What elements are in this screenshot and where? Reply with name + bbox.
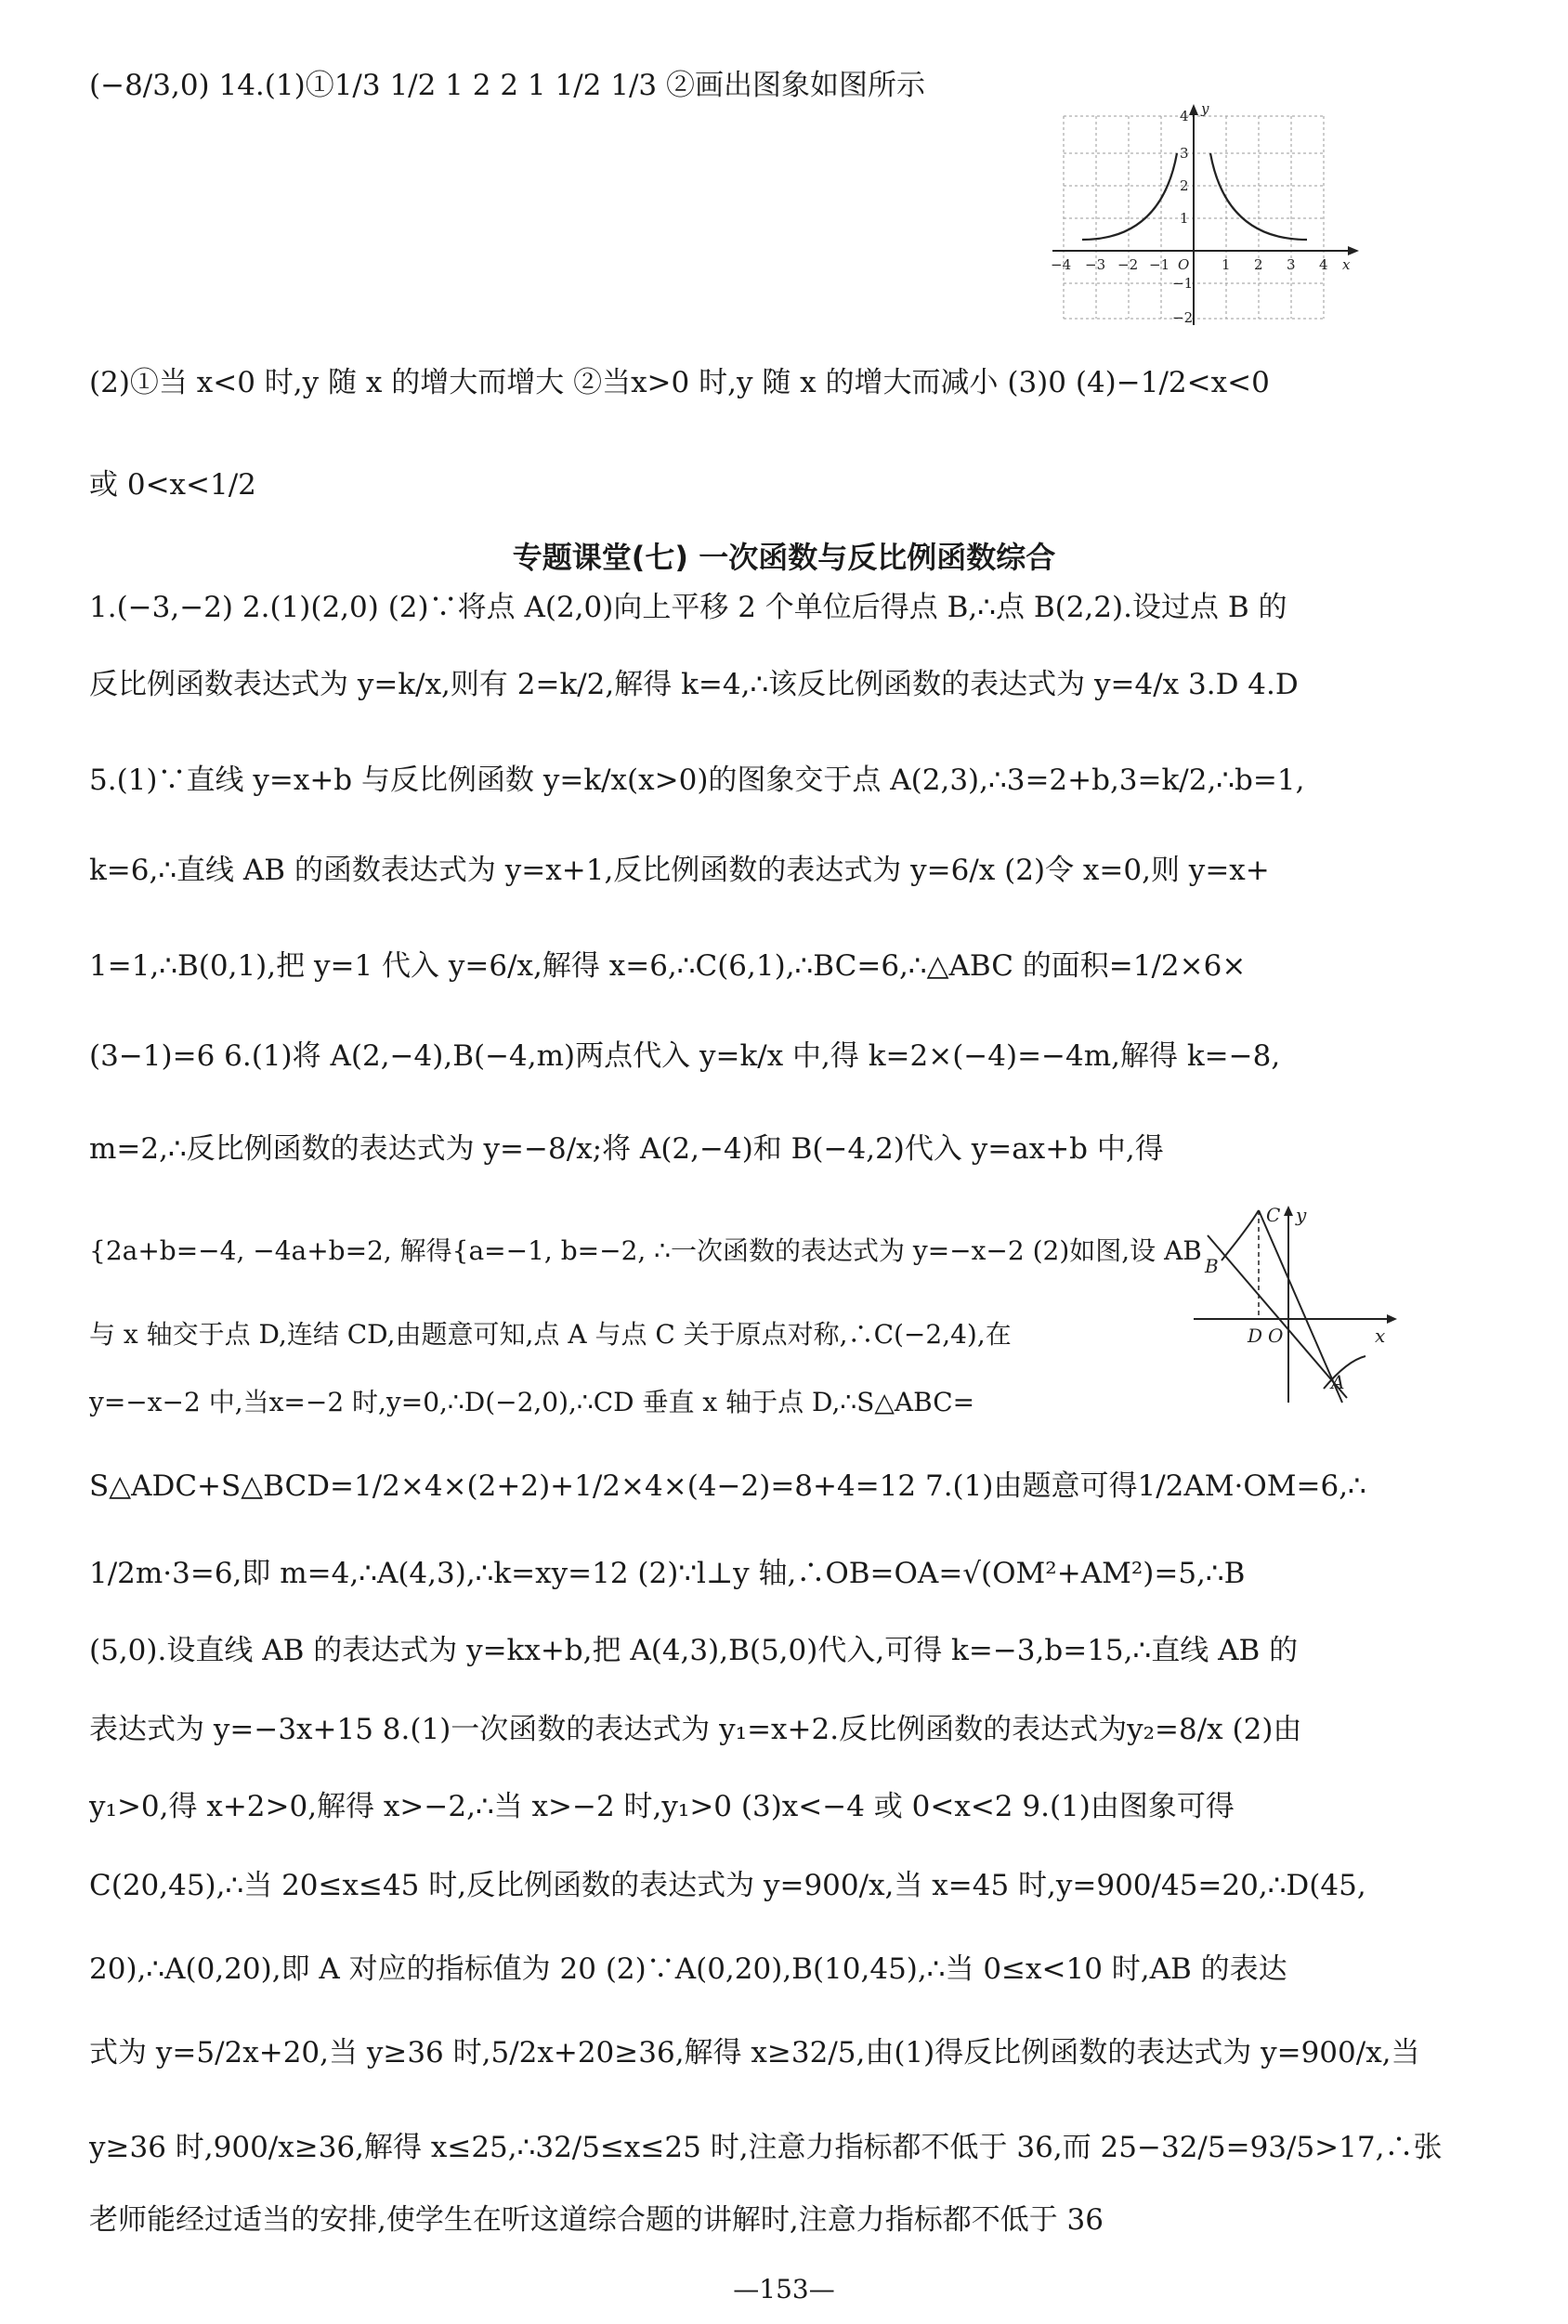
y-tick: 4 xyxy=(1180,108,1189,124)
origin-label: O xyxy=(1268,1325,1284,1347)
text-line-6: 5.(1)∵直线 y=x+b 与反比例函数 y=k/x(x>0)的图象交于点 A(2,3),∴3=2+b,3=k/2,∴b=1, xyxy=(89,764,1305,797)
point-b-label: B xyxy=(1205,1255,1219,1277)
x-tick: 4 xyxy=(1319,256,1328,273)
x-tick: −3 xyxy=(1085,256,1106,273)
y-axis-label: y xyxy=(1201,102,1209,117)
y-tick: 2 xyxy=(1180,177,1189,194)
point-a-label: A xyxy=(1331,1371,1345,1393)
y-tick: 3 xyxy=(1180,145,1189,162)
text-line-5: 反比例函数表达式为 y=k/x,则有 2=k/2,解得 k=4,∴该反比例函数的表达式为 y=4/x 3.D 4.D xyxy=(89,668,1299,701)
text-line-11: {2a+b=−4, −4a+b=2, 解得{a=−1, b=−2, ∴一次函数的表达式为 y=−x−2 (2)如图,设 AB xyxy=(89,1235,1202,1266)
text-line-23: 老师能经过适当的安排,使学生在听这道综合题的讲解时,注意力指标都不低于 36 xyxy=(89,2203,1104,2237)
text-line-17: 表达式为 y=−3x+15 8.(1)一次函数的表达式为 y₁=x+2.反比例函数的表达式为y₂=8/x (2)由 xyxy=(89,1713,1302,1746)
y-tick: −2 xyxy=(1172,309,1194,326)
section-title: 专题课堂(七) 一次函数与反比例函数综合 xyxy=(512,540,1056,575)
x-tick: 3 xyxy=(1287,256,1296,273)
text-line-21: 式为 y=5/2x+20,当 y≥36 时,5/2x+20≥36,解得 x≥32/5,由(1)得反比例函数的表达式为 y=900/x,当 xyxy=(89,2036,1420,2069)
reciprocal-square-graph xyxy=(1045,102,1365,330)
text-line-20: 20),∴A(0,20),即 A 对应的指标值为 20 (2)∵A(0,20),B(10,45),∴当 0≤x<10 时,AB 的表达 xyxy=(89,1952,1287,1986)
text-line-2: (2)①当 x<0 时,y 随 x 的增大而增大 ②当x>0 时,y 随 x 的增大而减小 (3)0 (4)−1/2<x<0 xyxy=(89,366,1270,399)
text-line-18: y₁>0,得 x+2>0,解得 x>−2,∴当 x>−2 时,y₁>0 (3)x<−4 或 0<x<2 9.(1)由图象可得 xyxy=(89,1790,1235,1823)
x-tick: −1 xyxy=(1149,256,1170,273)
text-line-16: (5,0).设直线 AB 的表达式为 y=kx+b,把 A(4,3),B(5,0)代入,可得 k=−3,b=15,∴直线 AB 的 xyxy=(89,1634,1299,1667)
text-line-3: 或 0<x<1/2 xyxy=(89,468,256,502)
x-tick: 2 xyxy=(1254,256,1263,273)
line-hyperbola-graph xyxy=(1184,1203,1398,1407)
x-axis-label: x xyxy=(1375,1325,1386,1347)
text-line-10: m=2,∴反比例函数的表达式为 y=−8/x;将 A(2,−4)和 B(−4,2)代入 y=ax+b 中,得 xyxy=(89,1132,1164,1166)
text-line-22: y≥36 时,900/x≥36,解得 x≤25,∴32/5≤x≤25 时,注意力指标都不低于 36,而 25−32/5=93/5>17,∴张 xyxy=(89,2131,1443,2164)
text-line-12: 与 x 轴交于点 D,连结 CD,由题意可知,点 A 与点 C 关于原点对称,∴C(−2,4),在 xyxy=(89,1319,1012,1350)
text-line-13: y=−x−2 中,当x=−2 时,y=0,∴D(−2,0),∴CD 垂直 x 轴于点 D,∴S△ABC= xyxy=(89,1387,975,1417)
text-line-19: C(20,45),∴当 20≤x≤45 时,反比例函数的表达式为 y=900/x,当 x=45 时,y=900/45=20,∴D(45, xyxy=(89,1869,1366,1902)
text-line-1: (−8/3,0) 14.(1)①1/3 1/2 1 2 2 1 1/2 1/3 ②画出图象如图所示 xyxy=(89,69,925,102)
page-number: —153— xyxy=(733,2274,835,2304)
text-line-9: (3−1)=6 6.(1)将 A(2,−4),B(−4,m)两点代入 y=k/x 中,得 k=2×(−4)=−4m,解得 k=−8, xyxy=(89,1039,1281,1073)
text-line-14: S△ADC+S△BCD=1/2×4×(2+2)+1/2×4×(4−2)=8+4=12 7.(1)由题意可得1/2AM·OM=6,∴ xyxy=(89,1469,1366,1503)
y-tick: 1 xyxy=(1180,210,1189,227)
text-line-8: 1=1,∴B(0,1),把 y=1 代入 y=6/x,解得 x=6,∴C(6,1),∴BC=6,∴△ABC 的面积=1/2×6× xyxy=(89,949,1247,983)
x-tick: −4 xyxy=(1051,256,1072,273)
y-tick: −1 xyxy=(1172,275,1194,292)
x-axis-label: x xyxy=(1342,256,1351,273)
y-axis-label: y xyxy=(1296,1204,1307,1226)
text-line-4: 1.(−3,−2) 2.(1)(2,0) (2)∵将点 A(2,0)向上平移 2 个单位后得点 B,∴点 B(2,2).设过点 B 的 xyxy=(89,591,1287,624)
point-d-label: D xyxy=(1248,1325,1263,1347)
origin-label: O xyxy=(1178,256,1190,273)
point-c-label: C xyxy=(1266,1204,1281,1226)
text-line-7: k=6,∴直线 AB 的函数表达式为 y=x+1,反比例函数的表达式为 y=6/x (2)令 x=0,则 y=x+ xyxy=(89,854,1270,887)
x-tick: 1 xyxy=(1222,256,1231,273)
x-tick: −2 xyxy=(1117,256,1139,273)
text-line-15: 1/2m·3=6,即 m=4,∴A(4,3),∴k=xy=12 (2)∵l⊥y 轴,∴OB=OA=√(OM²+AM²)=5,∴B xyxy=(89,1557,1246,1590)
